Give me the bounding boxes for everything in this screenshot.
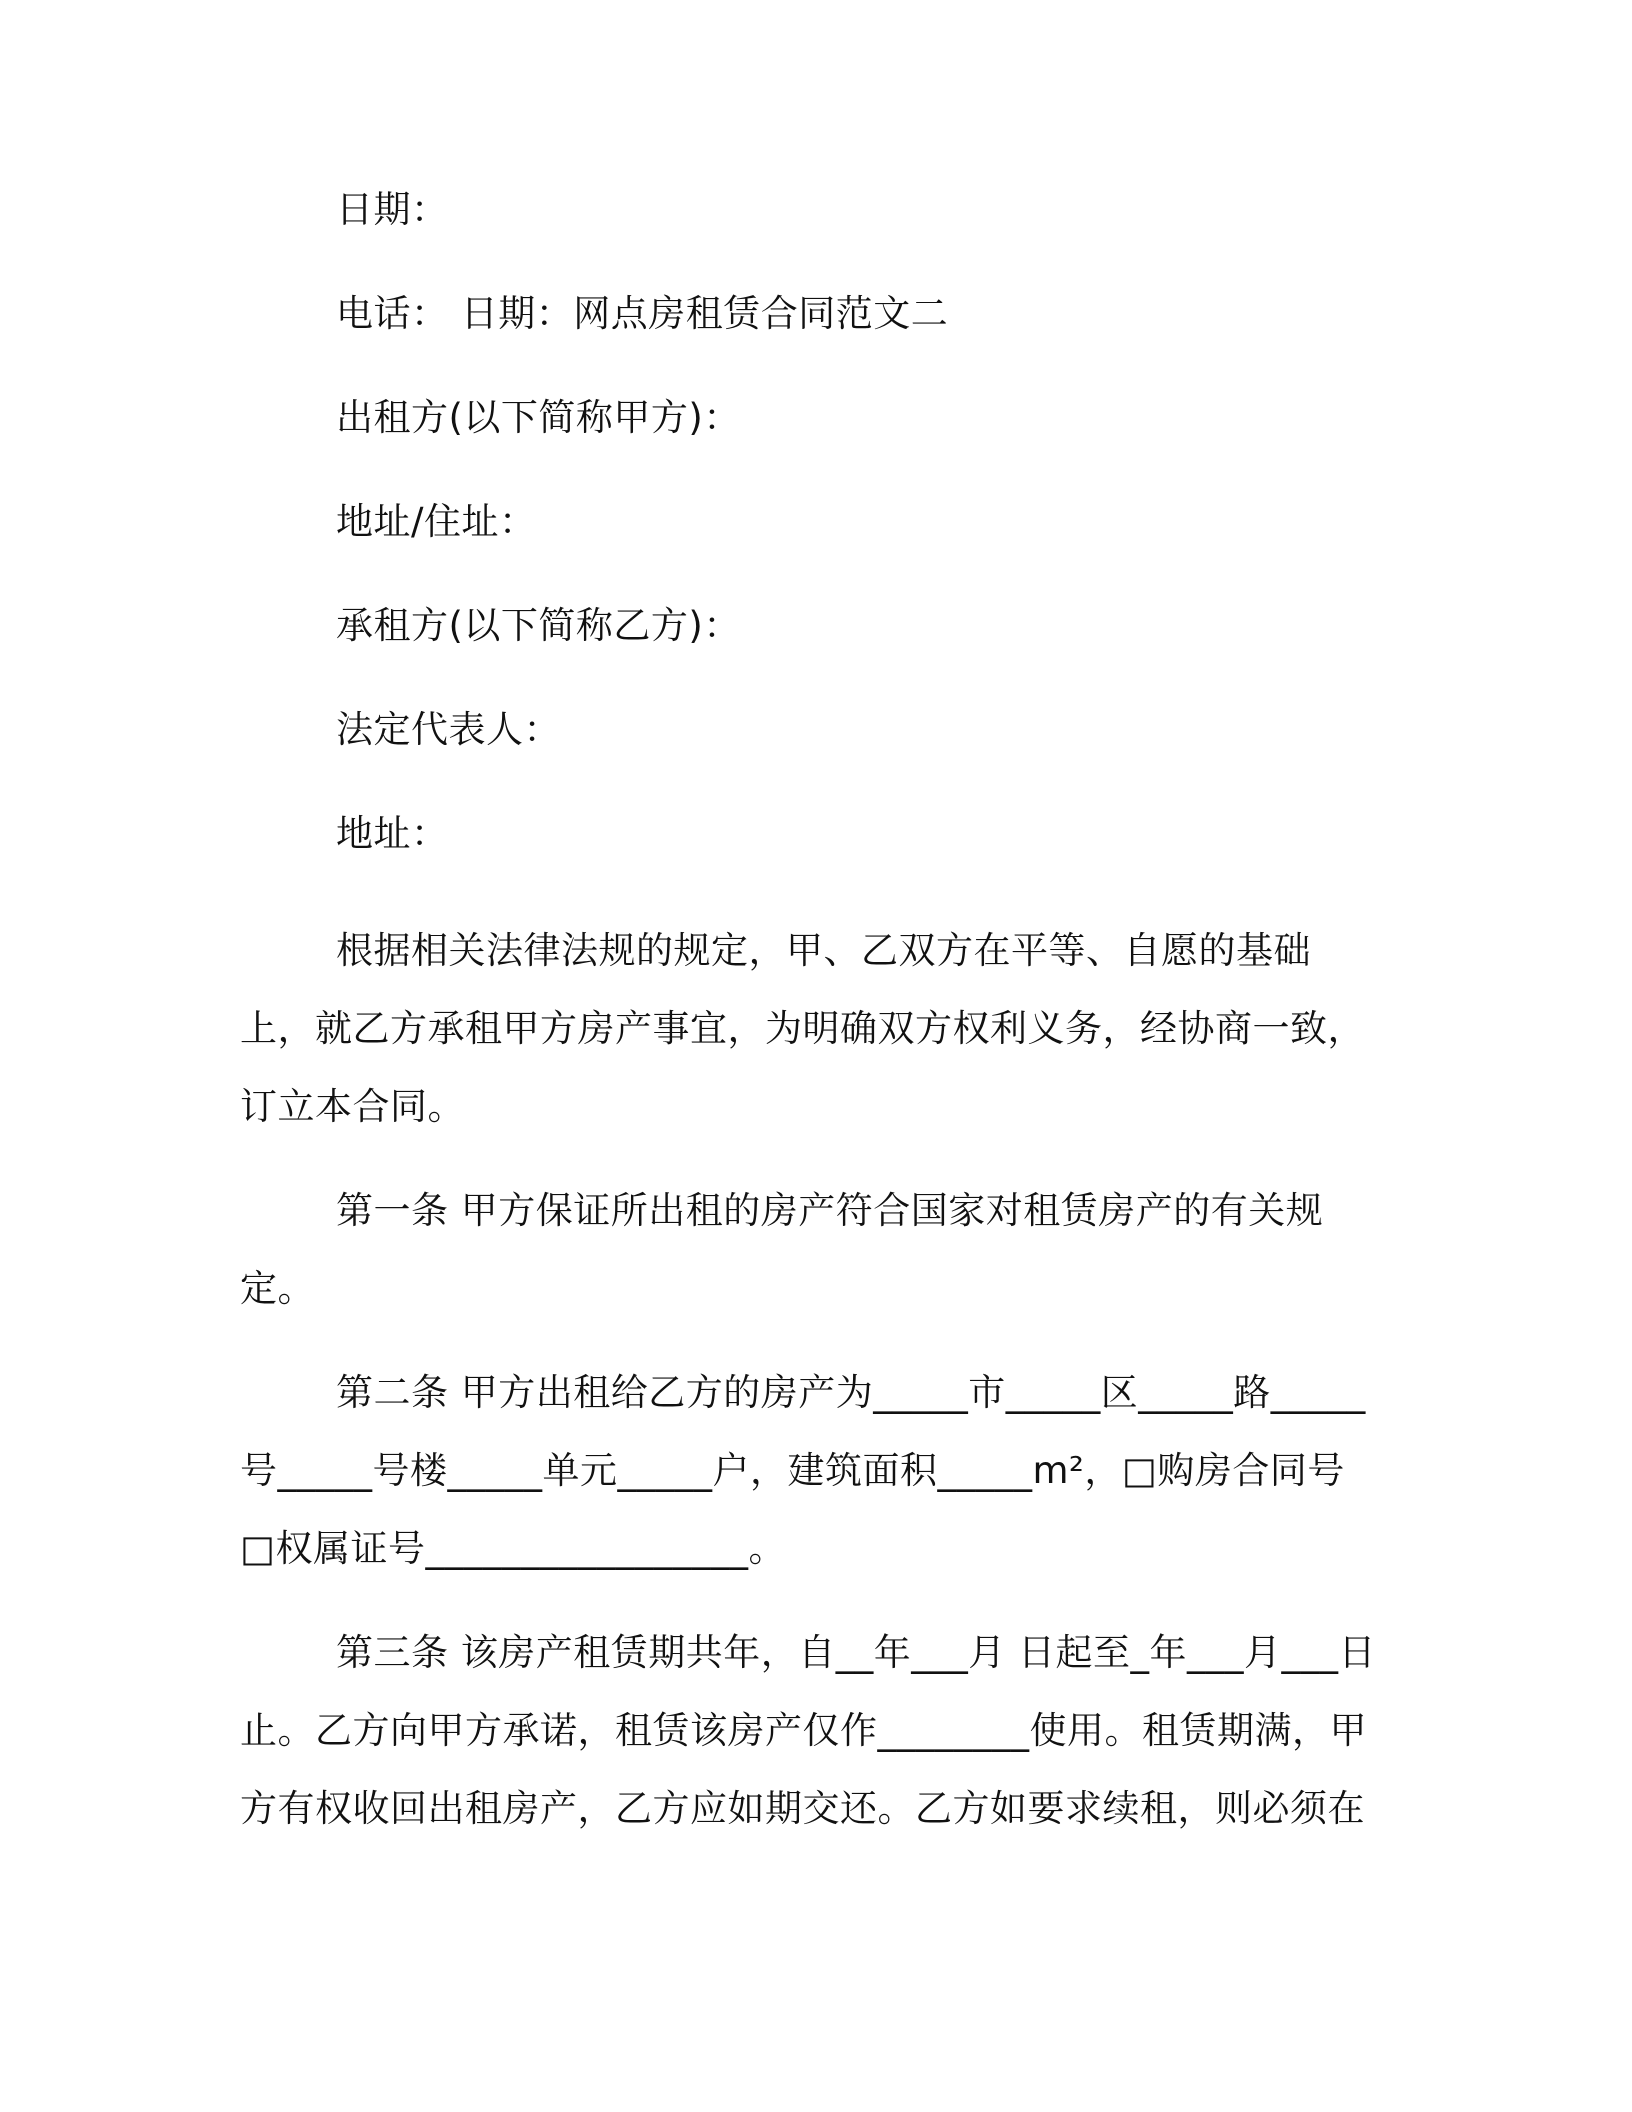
lessee-address-line: 地址： [336,812,449,855]
date-line: 日期： [336,188,449,231]
article-3-paragraph: 第三条 该房产租赁期共年，自__年___月 日起至_年___月___日止。乙方向甲方承诺，租赁该房产仅作________使用。租赁期满，甲方有权收回出租房产，乙方应如期交还。乙方如要求续租，则必须在 [240,1631,1377,1830]
document-body [240,184,1380,1874]
legal-representative-line: 法定代表人： [336,708,561,751]
lessee-line: 承租方(以下简称乙方)： [336,604,741,647]
lessor-address-line: 地址/住址： [336,500,537,543]
preamble-paragraph: 根据相关法律法规的规定，甲、乙双方在平等、自愿的基础上，就乙方承租甲方房产事宜，为明确双方权利义务，经协商一致，订立本合同。 [240,929,1365,1128]
article-1-paragraph: 第一条 甲方保证所出租的房产符合国家对租赁房产的有关规定。 [240,1189,1324,1310]
phone-date-title-line: 电话： 日期：网点房租赁合同范文二 [336,292,949,335]
article-2-paragraph: 第二条 甲方出租给乙方的房产为_____市_____区_____路_____号_____号楼_____单元_____户，建筑面积_____m²，□购房合同号 □权属证号_________________。 [240,1371,1366,1570]
lessor-line: 出租方(以下简称甲方)： [336,396,741,439]
